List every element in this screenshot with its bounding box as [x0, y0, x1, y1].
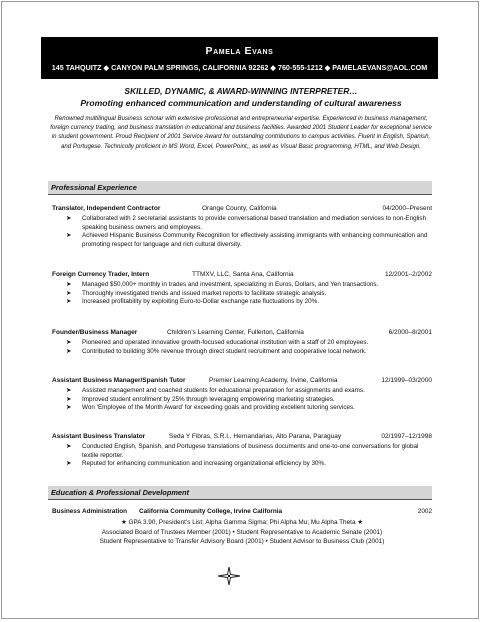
section-title: Education & Professional Development — [51, 488, 189, 497]
job-bullet: ➤ Collaborated with 2 secretarial assistants to provide conversational based translation and mediation services to non-English speaking business owners and employees. — [66, 215, 427, 231]
job-title: Assistant Business Translator — [52, 433, 146, 440]
resume-header — [41, 37, 438, 79]
compass-star-icon — [218, 567, 240, 585]
job-bullet: ➤ Reputed for enhancing communication and increasing organizational efficiency by 30%. — [66, 460, 326, 468]
job-bullet: ➤ Contributed to building 30% revenue through direct student recruitment and cooperative local network. — [66, 347, 367, 355]
job-entry — [52, 377, 432, 413]
job-bullet: ➤ Pioneered and operated innovative growth-focused educational institution with a staff of 20 employees. — [66, 339, 369, 346]
school: California Community College, Irvine California — [139, 508, 283, 515]
job-title: Foreign Currency Trader, Intern — [52, 271, 150, 278]
experience-section-header — [48, 181, 432, 195]
job-organization: Children’s Learning Center, Fullerton, California — [167, 329, 304, 336]
job-entry — [52, 433, 432, 469]
job-dates: 12/2001–2/2002 — [385, 271, 432, 278]
job-dates: 6/2000–8/2001 — [388, 329, 432, 336]
job-bullet: ➤ Improved student enrollment by 25% through leveraging empowering marketing strategies. — [66, 395, 335, 403]
job-entry — [52, 329, 432, 356]
summary-paragraph: Renowned multilingual Business scholar with extensive professional and entrepreneurial expertise. Experienced in business management, foreign currency trading, and business translation in educational and business facilities. Awarded 2001 Student Leader for exceptional service in student government. Proud Recipient of 2001 Service Award for outstanding contributions to campus activities. Fluent in English, Spanish, and Portugese. Technicolly proficient in MS Word, Excel, PowerPoint,, as well as Visual Basic programming, HTML, and Web Design. — [50, 115, 432, 150]
subheadline: Promoting enhanced communication and understanding of cultural awareness — [80, 98, 402, 108]
job-bullet: ➤ Managed $50,000+ monthly in trades and investment, specializing in Euros, Dollars, and Yen transactions. — [66, 281, 379, 288]
activity-line: Associated Board of Trustees Member (2001) • Student Representative to Academic Senate (2001) — [101, 528, 383, 536]
job-organization: Seda Y Fibras, S.R.I., Hernandarias, Alto Parana, Paraguay — [169, 433, 342, 440]
job-dates: 02/1997–12/1998 — [381, 433, 432, 440]
job-entry — [52, 205, 432, 249]
job-bullet: ➤ Achieved Hispanic Business Community Recognition for effectively assisting immigrants with enhancing communication and promoting respect for language and rich cultural diversity. — [66, 232, 428, 248]
headline: SKILLED, DYNAMIC, & AWARD-WINNING INTERPRETER… — [124, 86, 358, 96]
job-bullet: ➤ Assisted management and coached students for educational preparation for assignments and exams. — [66, 387, 365, 394]
education-section-header — [48, 486, 432, 500]
candidate-name: Pamela Evans — [205, 45, 274, 57]
job-dates: 04/2000–Present — [382, 205, 432, 212]
job-bullet: ➤ Conducted English, Spanish, and Portugese translations of business documents and one-to-one conversations for global textile reporter. — [66, 443, 419, 459]
job-title: Translator, Independent Contractor — [52, 205, 161, 212]
section-title: Professional Experience — [51, 183, 137, 192]
job-title: Assistant Business Manager/Spanish Tutor — [52, 377, 186, 384]
job-organization: Premier Learning Academy, Irvine, California — [209, 377, 338, 384]
job-bullet: ➤ Won ‘Employee of the Month Award’ for exceeding goals and providing excellent tutoring services. — [66, 404, 355, 412]
honors-line: ★ GPA 3.90, President’s List; Alpha Gamma Sigma; Phi Alpha Mu; Mu Alpha Theta ★ — [121, 519, 363, 526]
education-entry — [52, 508, 432, 547]
job-title: Founder/Business Manager — [52, 329, 138, 336]
job-bullet: ➤ Increased profitability by exploiting Euro-to-Dollar exchange rate fluctuations by 20%. — [66, 298, 319, 306]
degree: Business Administration — [52, 508, 128, 515]
contact-line: 145 TAHQUITZ ◆ CANYON PALM SPRINGS, CALIFORNIA 92262 ◆ 760-555-1212 ◆ PAMELAEVANS@AOL.COM — [51, 63, 428, 72]
activity-line: Student Representative to Transfer Advisory Board (2001) • Student Advisor to Business Club (2001) — [99, 538, 385, 545]
job-dates: 12/1999–03/2000 — [381, 377, 432, 384]
job-bullet: ➤ Thoroughly investigated trends and issued market reports to facilitate strategic analysis. — [66, 289, 327, 297]
education-year: 2002 — [417, 508, 432, 515]
job-organization: TTMXV, LLC, Santa Ana, California — [192, 271, 294, 278]
job-entry — [52, 271, 432, 307]
job-organization: Orange County, California — [202, 205, 277, 212]
